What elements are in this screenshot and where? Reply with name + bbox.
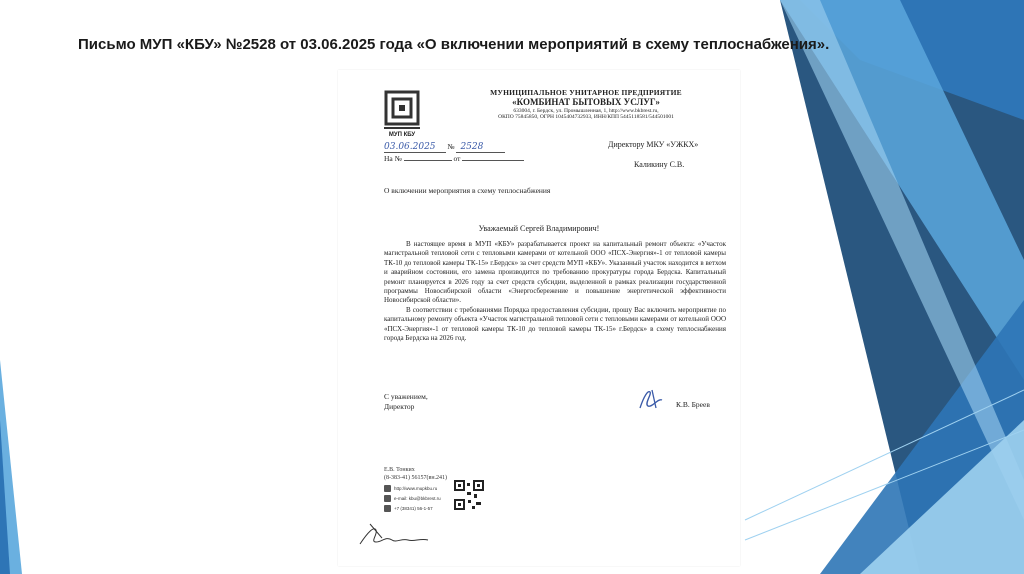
org-codes: ОКПО 75845850, ОГРН 1045404732933, ИНН/КПП 5445118581/544501001 xyxy=(498,114,674,120)
contacts-block xyxy=(384,484,514,514)
reg-date: 03.06.2025 xyxy=(384,142,446,153)
slide-title: Письмо МУП «КБУ» №2528 от 03.06.2025 года «О включении мероприятий в схему теплоснабжения». xyxy=(78,36,830,53)
contact-row xyxy=(384,494,514,503)
letter-greeting: Уважаемый Сергей Владимирович! xyxy=(478,224,600,233)
contact-website: http://www.mupkbu.ru xyxy=(394,486,438,491)
closing-position: Директор xyxy=(384,402,415,411)
reg-from-blank xyxy=(462,160,524,161)
mup-kbu-logo-icon xyxy=(382,88,422,132)
letter-body xyxy=(384,240,726,343)
reg-number: 2528 xyxy=(456,142,505,153)
org-header xyxy=(446,88,726,120)
addressee-line2: Каликину С.В. xyxy=(634,160,685,169)
body-paragraph-2: В соответствии с требованиями Порядка предоставления субсидии, прошу Вас включить мероприятие по капитальному ремонту объекта «Участок магистральной тепловой сети с тепловыми камерами от котельной ООО «ПСХ-Энергия»-1 от тепловой камеры ТК-10 до тепловой камеры ТК-15» г.Бердск» в схему теплоснабжения города Бердска на 2026 год. xyxy=(384,305,726,343)
email-icon xyxy=(384,495,391,502)
web-icon xyxy=(384,485,391,492)
executor-phone: (8-383-41) 56157(вн.241) xyxy=(384,475,448,481)
letter-scan xyxy=(338,70,740,566)
letter-closing xyxy=(384,392,428,412)
closing-regards: С уважением, xyxy=(384,392,428,401)
body-paragraph-1: В настоящее время в МУП «КБУ» разрабатывается проект на капитальный ремонт объекта: «Участок магистральной тепловой сети с тепловыми камерами от котельной ООО «ПСХ-Энергия»-1 от тепловой камеры ТК-10 до тепловой камеры ТК-15» г.Бердск» за счет средств МУП «КБУ». Указанный участок находится в ветхом и аварийном состоянии, его замена производится по требованию прокуратуры города Бердска. Капитальный ремонт планируется в 2026 году за счет средств субсидии, выделенной в рамках реализации государственной программы Новосибирской области «Энергосбережение и повышение энергетической эффективности Новосибирской области». xyxy=(384,240,726,305)
contact-row xyxy=(384,484,514,493)
director-signature-icon xyxy=(634,386,668,412)
reg-no-label: № xyxy=(447,142,455,151)
executor-info xyxy=(384,466,447,482)
org-address: 633004, г. Бердск, ул. Промышленная, 1, http://www.bkbrest.ru, xyxy=(513,108,659,114)
handwritten-mark-icon xyxy=(356,518,436,552)
contact-email: e-mail: kbu@bkbrest.ru xyxy=(394,496,441,501)
org-line2: «КОМБИНАТ БЫТОВЫХ УСЛУГ» xyxy=(512,97,660,107)
contact-row xyxy=(384,504,514,513)
reg-line-outgoing xyxy=(384,142,505,152)
signer-name: К.В. Бреев xyxy=(676,400,710,409)
reg-from-label: от xyxy=(453,154,461,163)
qr-code-icon xyxy=(454,480,484,510)
reg-on-label: На № xyxy=(384,154,402,163)
addressee-line1: Директору МКУ «УЖКХ» xyxy=(608,140,699,149)
contact-phone: +7 (38341) 56-1-57 xyxy=(394,506,433,511)
executor-name: Е.В. Тонких xyxy=(384,467,415,473)
reg-line-incoming xyxy=(384,154,524,163)
letter-subject: О включении мероприятия в схему теплоснабжения xyxy=(384,186,551,195)
reg-on-blank xyxy=(404,160,452,161)
org-line1: МУНИЦИПАЛЬНОЕ УНИТАРНОЕ ПРЕДПРИЯТИЕ xyxy=(490,88,682,97)
phone-icon xyxy=(384,505,391,512)
logo-text: МУП КБУ xyxy=(388,132,416,138)
